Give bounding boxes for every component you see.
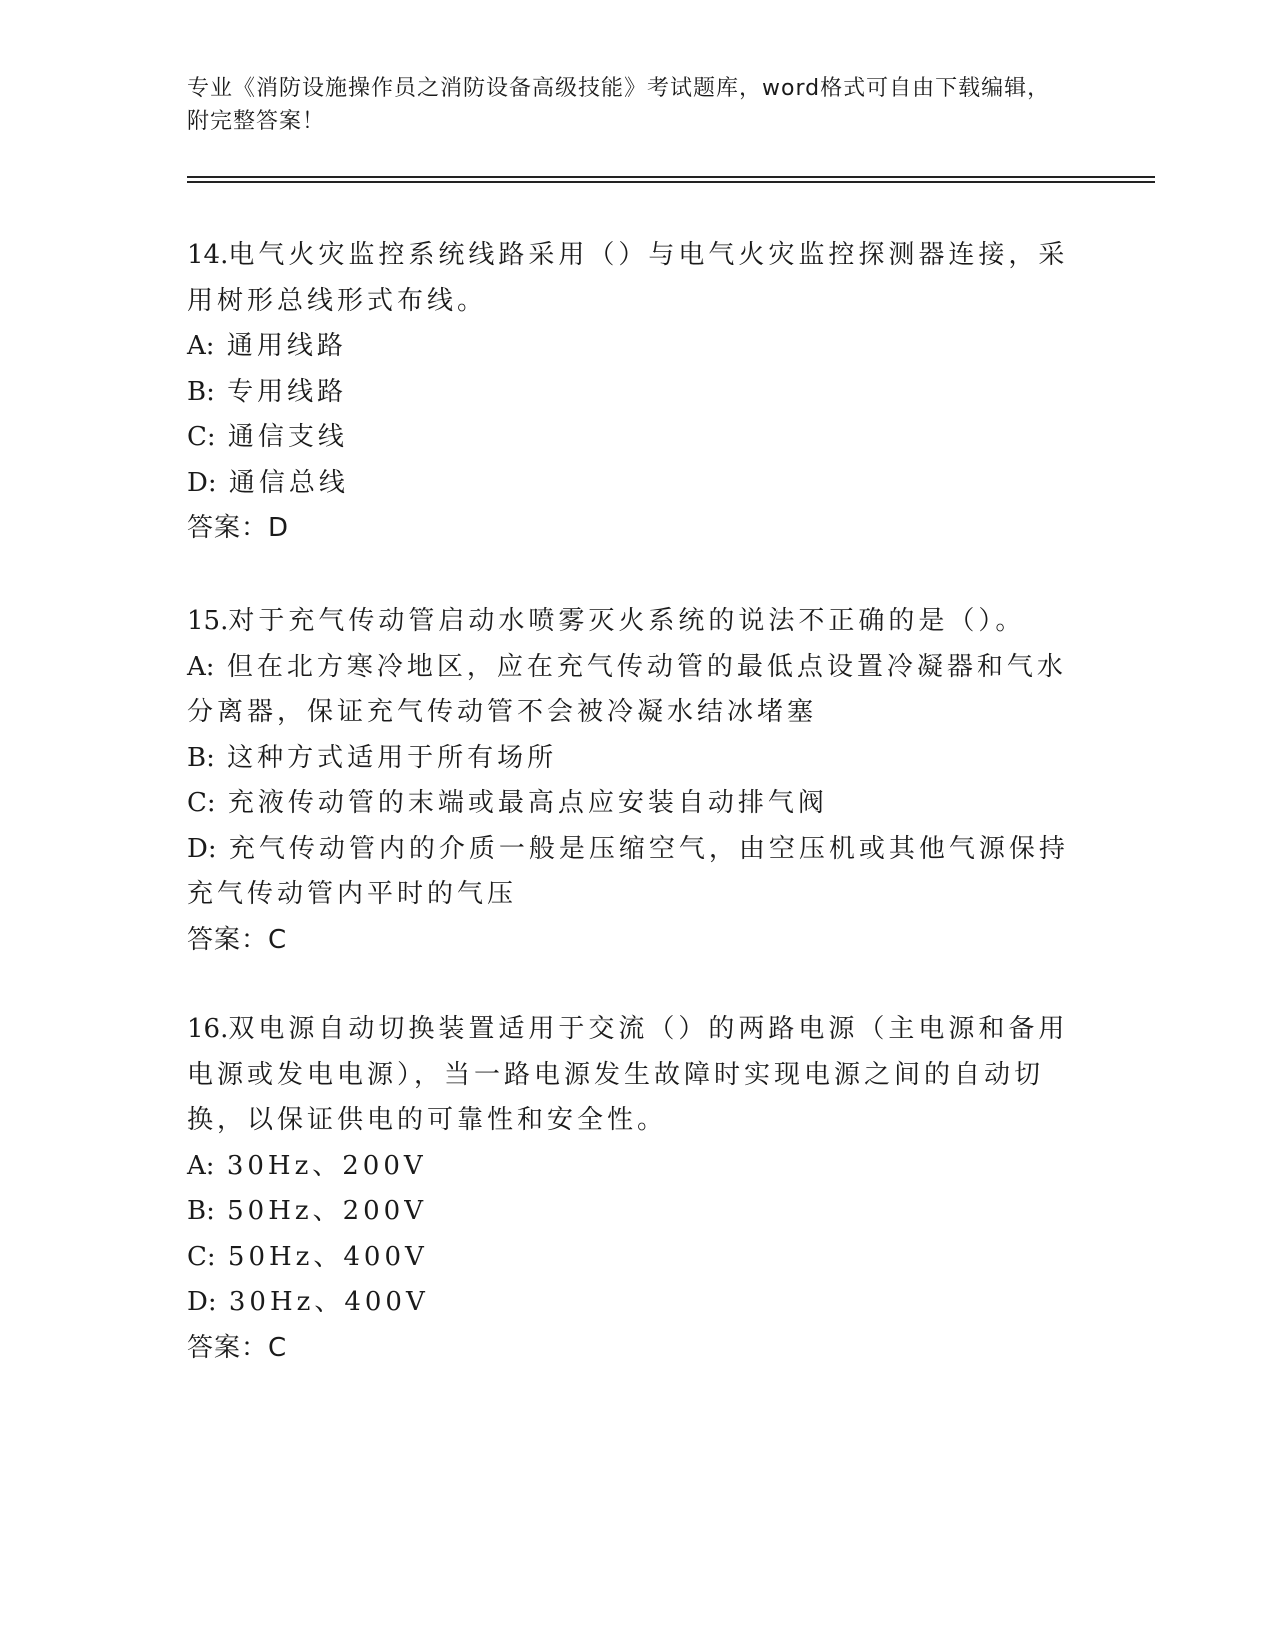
option-letter: C:: [187, 788, 216, 818]
option-text: 专用线路: [227, 376, 348, 407]
question-14: [187, 233, 1077, 552]
option-b: [187, 736, 1077, 782]
question-stem: [187, 233, 1077, 324]
option-b: [187, 1189, 1077, 1235]
option-text: 充液传动管的末端或最高点应安装自动排气阀: [227, 788, 828, 818]
question-text: 对于充气传动管启动水喷雾灭火系统的说法不正确的是（）。: [228, 606, 1026, 636]
option-text: 50Hz、200V: [227, 1196, 427, 1226]
option-letter: B:: [187, 376, 215, 407]
option-letter: D:: [187, 467, 217, 498]
question-stem: [187, 1007, 1077, 1144]
option-letter: D:: [187, 1287, 217, 1317]
option-letter: C:: [187, 1241, 216, 1272]
question-text: 双电源自动切换装置适用于交流（）的两路电源（主电源和备用电源或发电电源），当一路电源发生故障时实现电源之间的自动切换，以保证供电的可靠性和安全性。: [187, 1014, 1069, 1135]
question-16: [187, 1007, 1077, 1371]
option-letter: A:: [187, 331, 215, 361]
question-stem: [187, 599, 1077, 645]
option-a: [187, 324, 1077, 370]
question-number: 15.: [187, 606, 229, 636]
question-number: 16.: [187, 1014, 229, 1044]
option-letter: C:: [187, 422, 216, 452]
header-divider-top: [187, 176, 1155, 178]
option-text: 通信总线: [228, 467, 349, 498]
option-text: 但在北方寒冷地区，应在充气传动管的最低点设置冷凝器和气水分离器，保证充气传动管不会被冷凝水结冰堵塞: [187, 651, 1067, 727]
option-text: 50Hz、400V: [227, 1241, 428, 1272]
header-divider-bottom: [187, 181, 1155, 183]
header-text: 专业《消防设施操作员之消防设备高级技能》考试题库，word格式可自由下载编辑，附完整答案！: [187, 76, 1051, 134]
option-text: 这种方式适用于所有场所: [227, 742, 558, 773]
option-c: [187, 415, 1077, 461]
option-c: [187, 1235, 1077, 1281]
question-text: 电气火灾监控系统线路采用（）与电气火灾监控探测器连接，采用树形总线形式布线。: [187, 240, 1069, 316]
document-header: [187, 72, 1067, 138]
question-number: 14.: [187, 240, 229, 270]
option-letter: B:: [187, 1196, 215, 1226]
option-text: 30Hz、400V: [228, 1287, 429, 1317]
option-d: [187, 1280, 1077, 1326]
option-text: 30Hz、200V: [226, 1150, 427, 1181]
option-text: 通用线路: [226, 331, 347, 361]
option-d: [187, 827, 1077, 918]
option-b: [187, 370, 1077, 416]
option-a: [187, 1144, 1077, 1190]
option-a: [187, 645, 1077, 736]
option-letter: D:: [187, 833, 217, 864]
option-letter: A:: [187, 1150, 215, 1181]
option-letter: B:: [187, 742, 215, 773]
option-c: [187, 781, 1077, 827]
answer-label: 答案：C: [187, 1332, 288, 1363]
option-d: [187, 461, 1077, 507]
question-15: [187, 599, 1077, 963]
answer-label: 答案：C: [187, 924, 288, 955]
option-letter: A:: [187, 651, 215, 682]
option-text: 通信支线: [227, 422, 348, 452]
answer-label: 答案：D: [187, 513, 290, 543]
option-text: 充气传动管内的介质一般是压缩空气，由空压机或其他气源保持充气传动管内平时的气压: [187, 833, 1069, 909]
